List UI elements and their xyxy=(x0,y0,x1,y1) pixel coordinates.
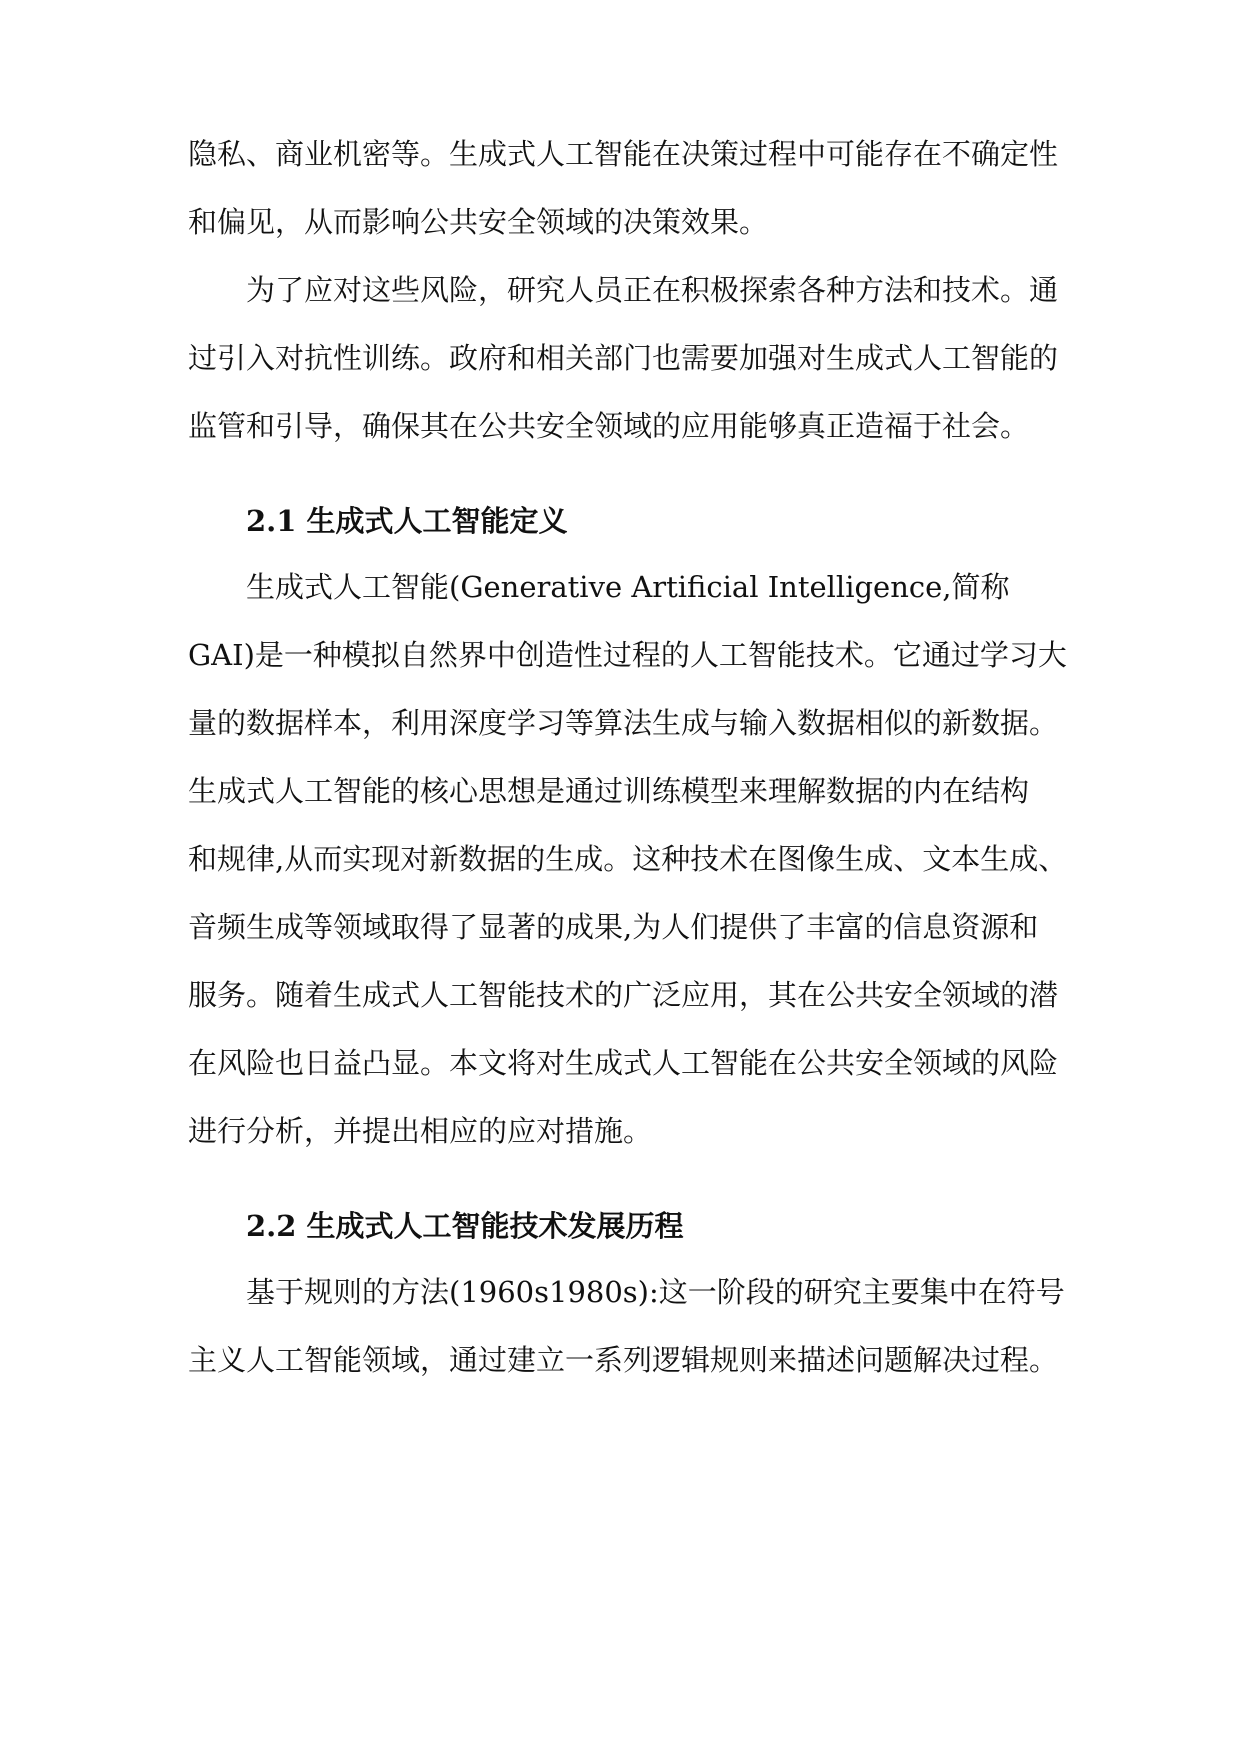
body-text-line: 服务。随着生成式人工智能技术的广泛应用，其在公共安全领域的潜 xyxy=(188,978,1059,1012)
body-text-line: 和规律,从而实现对新数据的生成。这种技术在图像生成、文本生成、 xyxy=(188,842,1068,876)
section-heading-2-2: 2.2 生成式人工智能技术发展历程 xyxy=(246,1209,684,1243)
body-text-line: 生成式人工智能的核心思想是通过训练模型来理解数据的内在结构 xyxy=(188,774,1030,808)
body-text-line: 进行分析，并提出相应的应对措施。 xyxy=(188,1114,653,1148)
body-text-line: 和偏见，从而影响公共安全领域的决策效果。 xyxy=(188,205,769,239)
body-text-line: 在风险也日益凸显。本文将对生成式人工智能在公共安全领域的风险 xyxy=(188,1046,1059,1080)
body-text-line: 监管和引导，确保其在公共安全领域的应用能够真正造福于社会。 xyxy=(188,409,1030,443)
paragraph-first-line: 基于规则的方法(1960s1980s):这一阶段的研究主要集中在符号 xyxy=(246,1275,1065,1309)
paragraph-first-line: 生成式人工智能(Generative Artificial Intelligence,简称 xyxy=(246,570,1010,604)
body-text-line: 过引入对抗性训练。政府和相关部门也需要加强对生成式人工智能的 xyxy=(188,341,1059,375)
body-text-line: GAI)是一种模拟自然界中创造性过程的人工智能技术。它通过学习大 xyxy=(188,638,1067,672)
paragraph-first-line: 为了应对这些风险，研究人员正在积极探索各种方法和技术。通 xyxy=(246,273,1059,307)
body-text-line: 隐私、商业机密等。生成式人工智能在决策过程中可能存在不确定性 xyxy=(188,137,1059,171)
section-heading-2-1: 2.1 生成式人工智能定义 xyxy=(246,504,568,538)
body-text-line: 音频生成等领域取得了显著的成果,为人们提供了丰富的信息资源和 xyxy=(188,910,1039,944)
body-text-line: 主义人工智能领域，通过建立一系列逻辑规则来描述问题解决过程。 xyxy=(188,1343,1059,1377)
body-text-line: 量的数据样本，利用深度学习等算法生成与输入数据相似的新数据。 xyxy=(188,706,1059,740)
